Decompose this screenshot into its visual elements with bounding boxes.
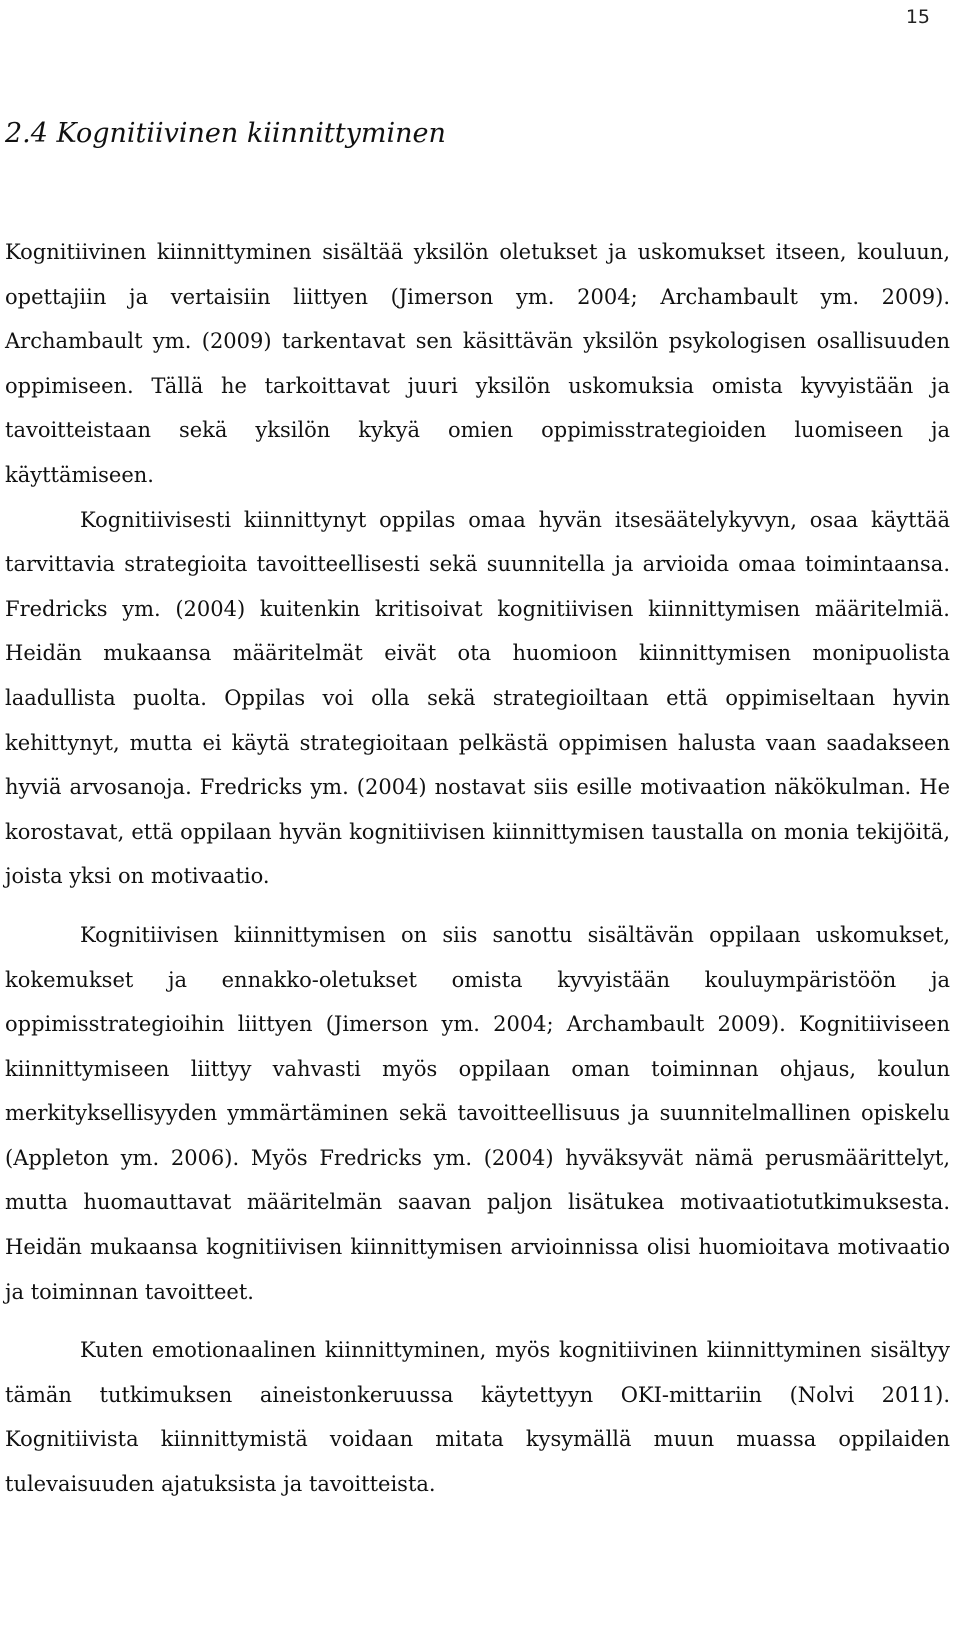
section-heading: 2.4 Kognitiivinen kiinnittyminen bbox=[5, 118, 446, 149]
paragraph-3: Kognitiivisen kiinnittymisen on siis sanottu sisältävän oppilaan uskomukset, kokemukset ja ennakko-oletukset omista kyvyistään kouluympäristöön ja oppimisstrategioihin liittyen (Jimerson ym. 2004; Archambault 2009). Kognitiiviseen kiinnittymiseen liittyy vahvasti myös oppilaan oman toiminnan ohjaus, koulun merkityksellisyyden ymmärtäminen sekä tavoitteellisuus ja suunnitelmallinen opiskelu (Appleton ym. 2006). Myös Fredricks ym. (2004) hyväksyvät nämä perusmäärittelyt, mutta huomauttavat määritelmän saavan paljon lisätukea motivaatiotutkimuksesta. Heidän mukaansa kognitiivisen kiinnittymisen arvioinnissa olisi huomioitava motivaatio ja toiminnan tavoitteet. bbox=[5, 922, 950, 1304]
page-number: 15 bbox=[905, 6, 930, 28]
paragraph-1: Kognitiivinen kiinnittyminen sisältää yksilön oletukset ja uskomukset itseen, kouluun, opettajiin ja vertaisiin liittyen (Jimerson ym. 2004; Archambault ym. 2009). Archambault ym. (2009) tarkentavat sen käsittävän yksilön psykologisen osallisuuden oppimiseen. Tällä he tarkoittavat juuri yksilön uskomuksia omista kyvyistään ja tavoitteistaan sekä yksilön kykyä omien oppimisstrategioiden luomiseen ja käyttämiseen. bbox=[5, 240, 950, 487]
body-text bbox=[5, 230, 950, 1507]
paragraph-2: Kognitiivisesti kiinnittynyt oppilas omaa hyvän itsesäätelykyvyn, osaa käyttää tarvittavia strategioita tavoitteellisesti sekä suunnitella ja arvioida omaa toimintaansa. Fredricks ym. (2004) kuitenkin kritisoivat kognitiivisen kiinnittymisen määritelmiä. Heidän mukaansa määritelmät eivät ota huomioon kiinnittymisen monipuolista laadullista puolta. Oppilas voi olla sekä strategioiltaan että oppimiseltaan hyvin kehittynyt, mutta ei käytä strategioitaan pelkästä oppimisen halusta vaan saadakseen hyviä arvosanoja. Fredricks ym. (2004) nostavat siis esille motivaation näkökulman. He korostavat, että oppilaan hyvän kognitiivisen kiinnittymisen taustalla on monia tekijöitä, joista yksi on motivaatio. bbox=[5, 507, 950, 889]
paragraph-4: Kuten emotionaalinen kiinnittyminen, myös kognitiivinen kiinnittyminen sisältyy tämän tutkimuksen aineistonkeruussa käytettyyn OKI-mittariin (Nolvi 2011). Kognitiivista kiinnittymistä voidaan mitata kysymällä muun muassa oppilaiden tulevaisuuden ajatuksista ja tavoitteista. bbox=[5, 1338, 950, 1497]
